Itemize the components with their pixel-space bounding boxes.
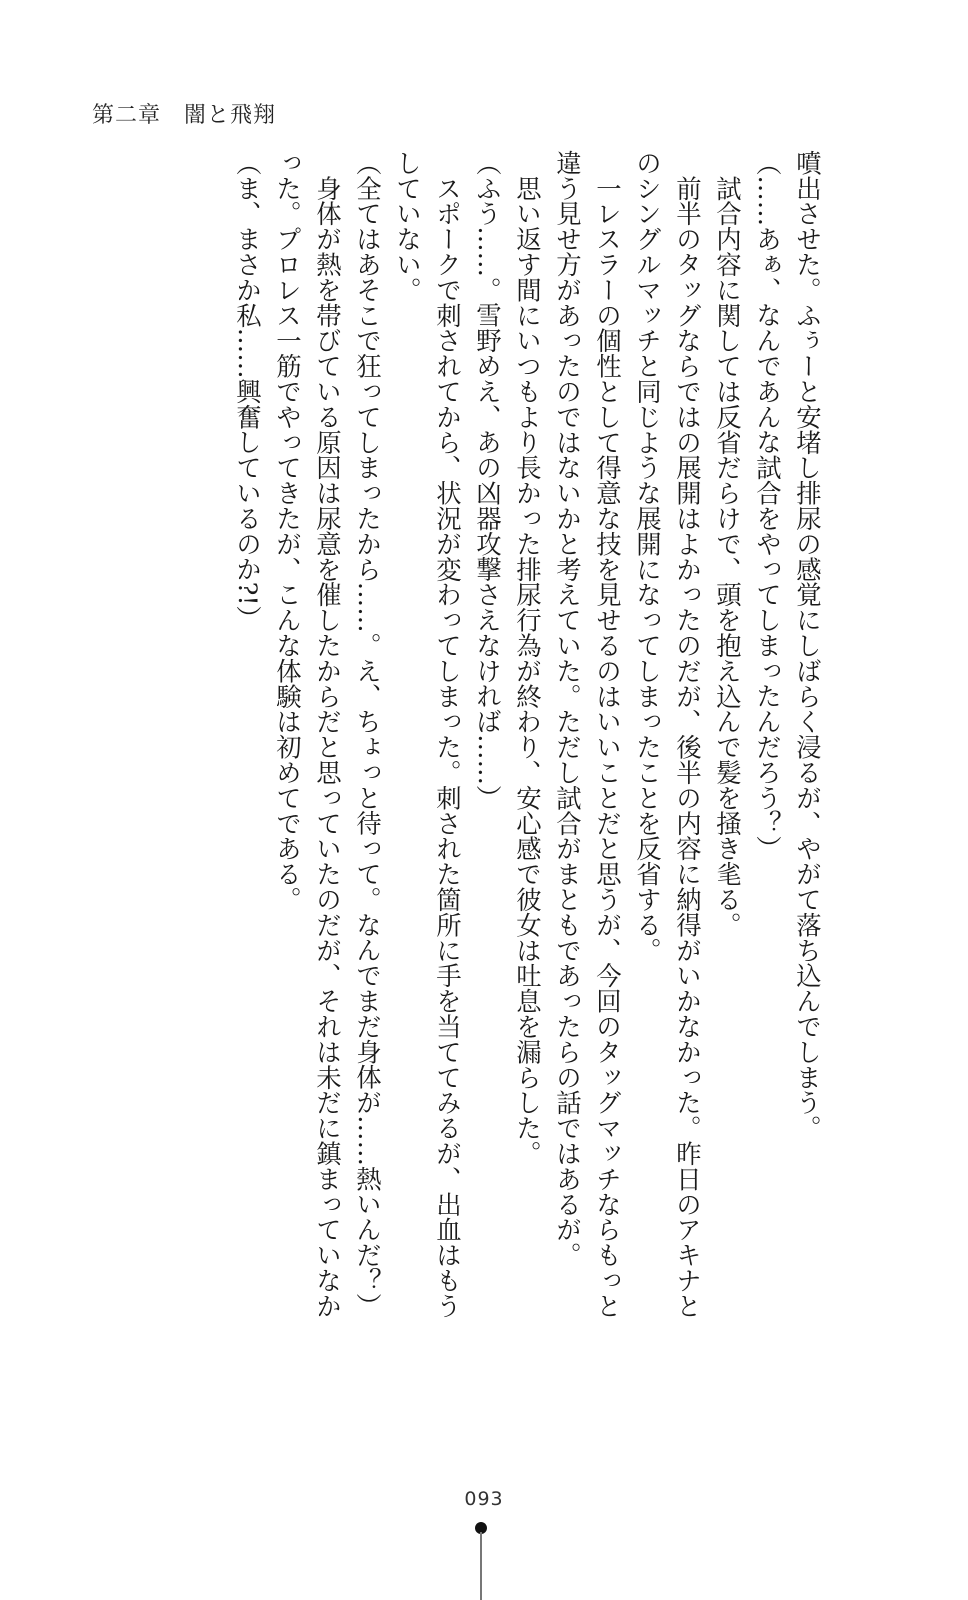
running-head-chapter-title: 第二章 闇と飛翔 (92, 103, 277, 128)
paragraph: スポークで刺されてから、状況が変わってしまった。刺された箇所に手を当ててみるが、出血はもうしていない。 (393, 150, 463, 1319)
paragraph: （全てはあそこで狂ってしまったから……。え、ちょっと待って。なんでまだ身体が……熱いんだ？） (353, 150, 383, 1319)
paragraph: （……あぁ、なんであんな試合をやってしまったんだろう？） (753, 150, 783, 862)
paragraph: 噴出させた。ふぅーと安堵し排尿の感覚にしばらく浸るが、やがて落ち込んでしまう。 (793, 150, 823, 1141)
vertical-text-body (108, 150, 828, 1330)
paragraph: 試合内容に関しては反省だらけで、頭を抱え込んで髪を掻き毟る。 (713, 150, 743, 938)
paragraph: 身体が熱を帯びている原因は尿意を催したからだと思っていたのだが、それは未だに鎮まっていなかった。プロレス一筋でやってきたが、こんな体験は初めてである。 (273, 150, 343, 1319)
paragraph: （ま、まさか私……興奮しているのか?!） (233, 150, 263, 631)
paragraph: 思い返す間にいつもより長かった排尿行為が終わり、安心感で彼女は吐息を漏らした。 (513, 150, 543, 1166)
page-number: 093 (464, 1488, 504, 1510)
page-marker-icon (475, 1522, 487, 1600)
paragraph: 一レスラーの個性として得意な技を見せるのはいいことだと思うが、今回のタッグマッチならもっと違う見せ方があったのではないかと考えていた。ただし試合がまともであったらの話ではあるが。 (553, 150, 623, 1319)
marker-line (480, 1532, 482, 1600)
paragraph: （ふう……。雪野めえ、あの凶器攻撃さえなければ……） (473, 150, 503, 811)
paragraph: 前半のタッグならではの展開はよかったのだが、後半の内容に納得がいかなかった。昨日のアキナとのシングルマッチと同じような展開になってしまったことを反省する。 (633, 150, 703, 1319)
